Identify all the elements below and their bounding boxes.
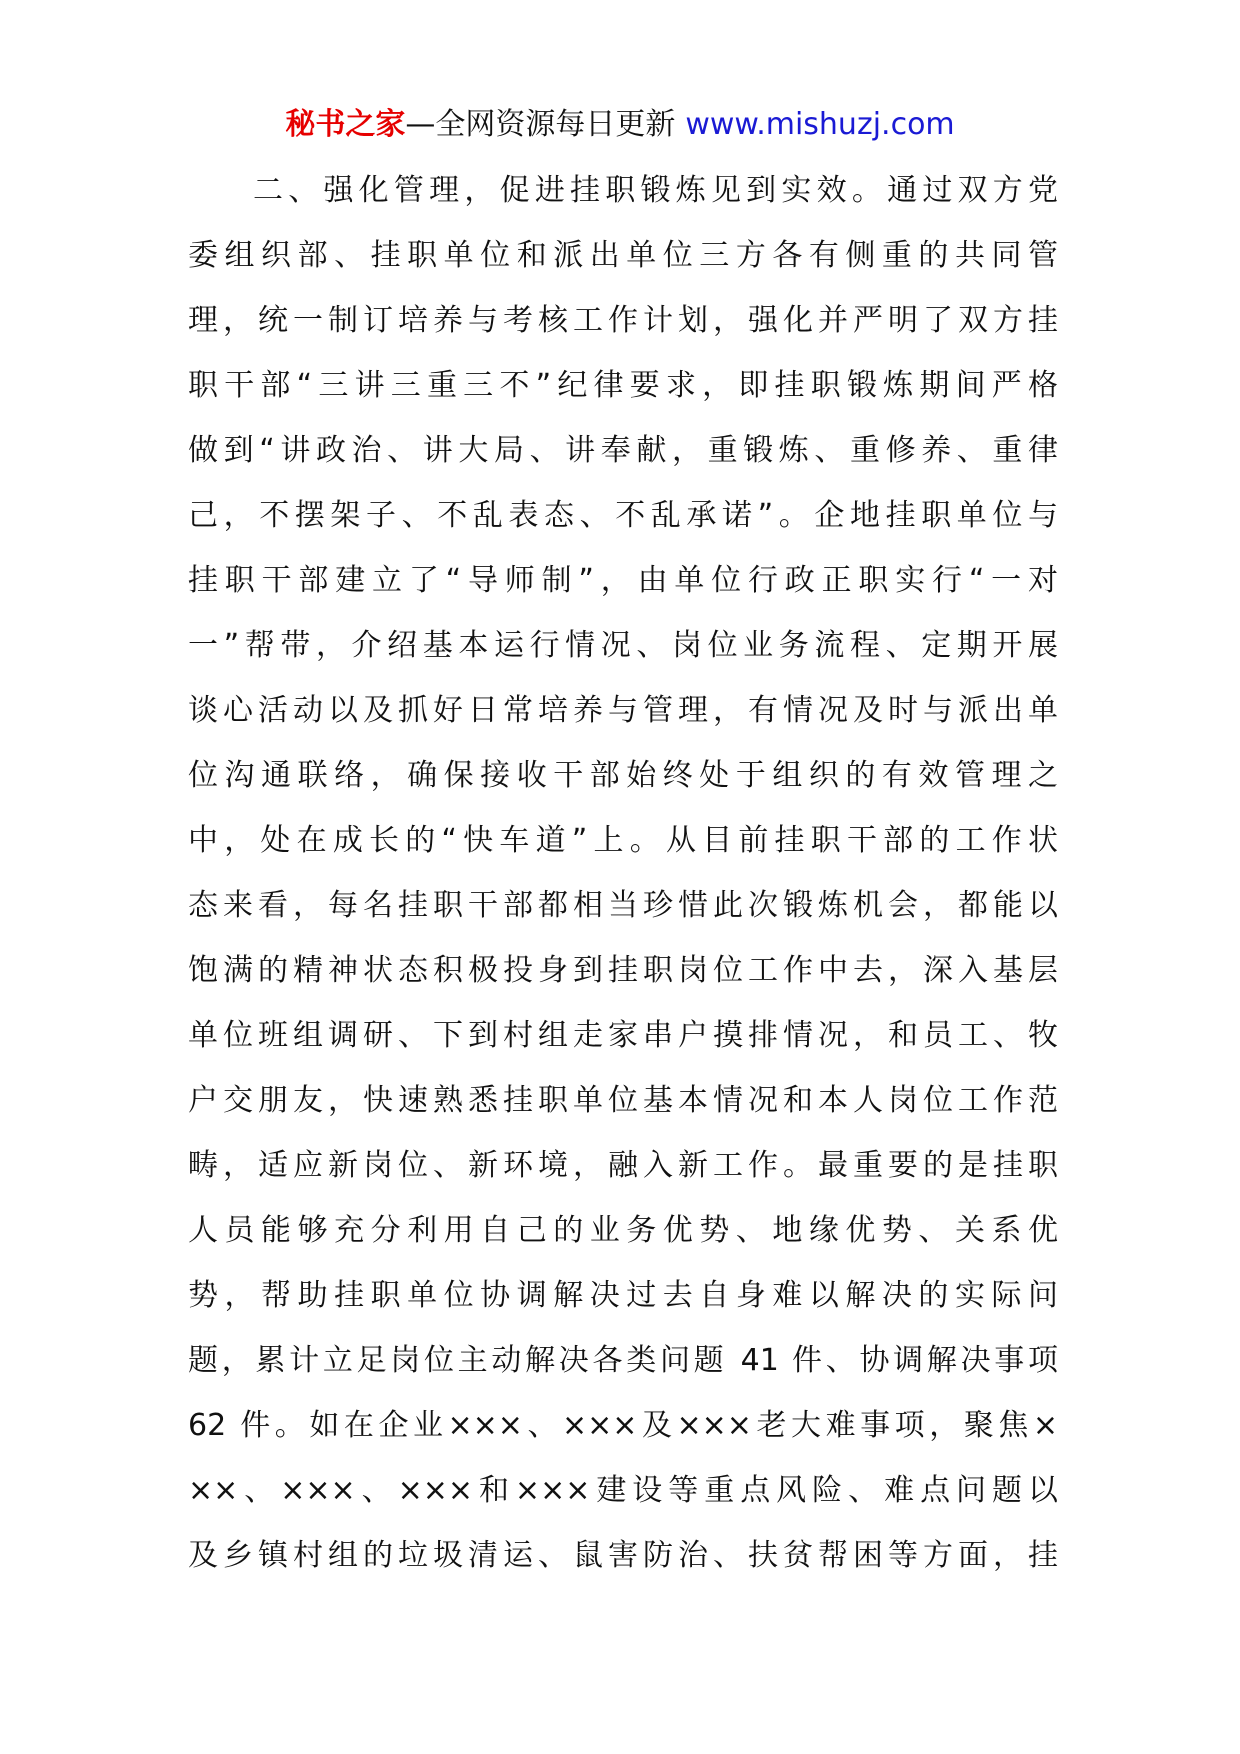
paragraph-line: 饱满的精神状态积极投身到挂职岗位工作中去，深入基层 [188,953,1058,988]
paragraph-line: 畴，适应新岗位、新环境，融入新工作。最重要的是挂职 [188,1148,1058,1183]
site-brand: 秘书之家 [285,107,406,142]
paragraph-line: 委组织部、挂职单位和派出单位三方各有侧重的共同管 [188,238,1058,273]
paragraph-line: 62 件。如在企业×××、×××及×××老大难事项，聚焦× [188,1408,1058,1443]
paragraph-line: 挂职干部建立了“导师制”，由单位行政正职实行“一对 [188,563,1058,598]
site-url-link[interactable]: www.mishuzj.com [685,107,955,142]
paragraph-line: ××、×××、×××和×××建设等重点风险、难点问题以 [188,1473,1058,1508]
paragraph-line: 势，帮助挂职单位协调解决过去自身难以解决的实际问 [188,1278,1058,1313]
paragraph-line: 户交朋友，快速熟悉挂职单位基本情况和本人岗位工作范 [188,1083,1058,1118]
paragraph-line: 己，不摆架子、不乱表态、不乱承诺”。企地挂职单位与 [188,498,1058,533]
paragraph-line: 单位班组调研、下到村组走家串户摸排情况，和员工、牧 [188,1018,1058,1053]
paragraph-line: 做到“讲政治、讲大局、讲奉献，重锻炼、重修养、重律 [188,433,1058,468]
paragraph-line: 位沟通联络，确保接收干部始终处于组织的有效管理之 [188,758,1058,793]
paragraph-line: 理，统一制订培养与考核工作计划，强化并严明了双方挂 [188,303,1058,338]
paragraph-line: 一”帮带，介绍基本运行情况、岗位业务流程、定期开展 [188,628,1058,663]
site-tagline: —全网资源每日更新 [405,107,676,142]
paragraph-line: 态来看，每名挂职干部都相当珍惜此次锻炼机会，都能以 [188,888,1058,923]
site-header [0,100,1240,150]
paragraph-line: 题，累计立足岗位主动解决各类问题 41 件、协调解决事项 [188,1343,1058,1378]
document-body [188,158,1058,1588]
paragraph-line: 谈心活动以及抓好日常培养与管理，有情况及时与派出单 [188,693,1058,728]
paragraph-line: 二、强化管理，促进挂职锻炼见到实效。通过双方党 [253,173,1058,208]
paragraph-line: 人员能够充分利用自己的业务优势、地缘优势、关系优 [188,1213,1058,1248]
paragraph-line: 中，处在成长的“快车道”上。从目前挂职干部的工作状 [188,823,1058,858]
paragraph-line: 职干部“三讲三重三不”纪律要求，即挂职锻炼期间严格 [188,368,1058,403]
paragraph-line: 及乡镇村组的垃圾清运、鼠害防治、扶贫帮困等方面，挂 [188,1538,1058,1573]
